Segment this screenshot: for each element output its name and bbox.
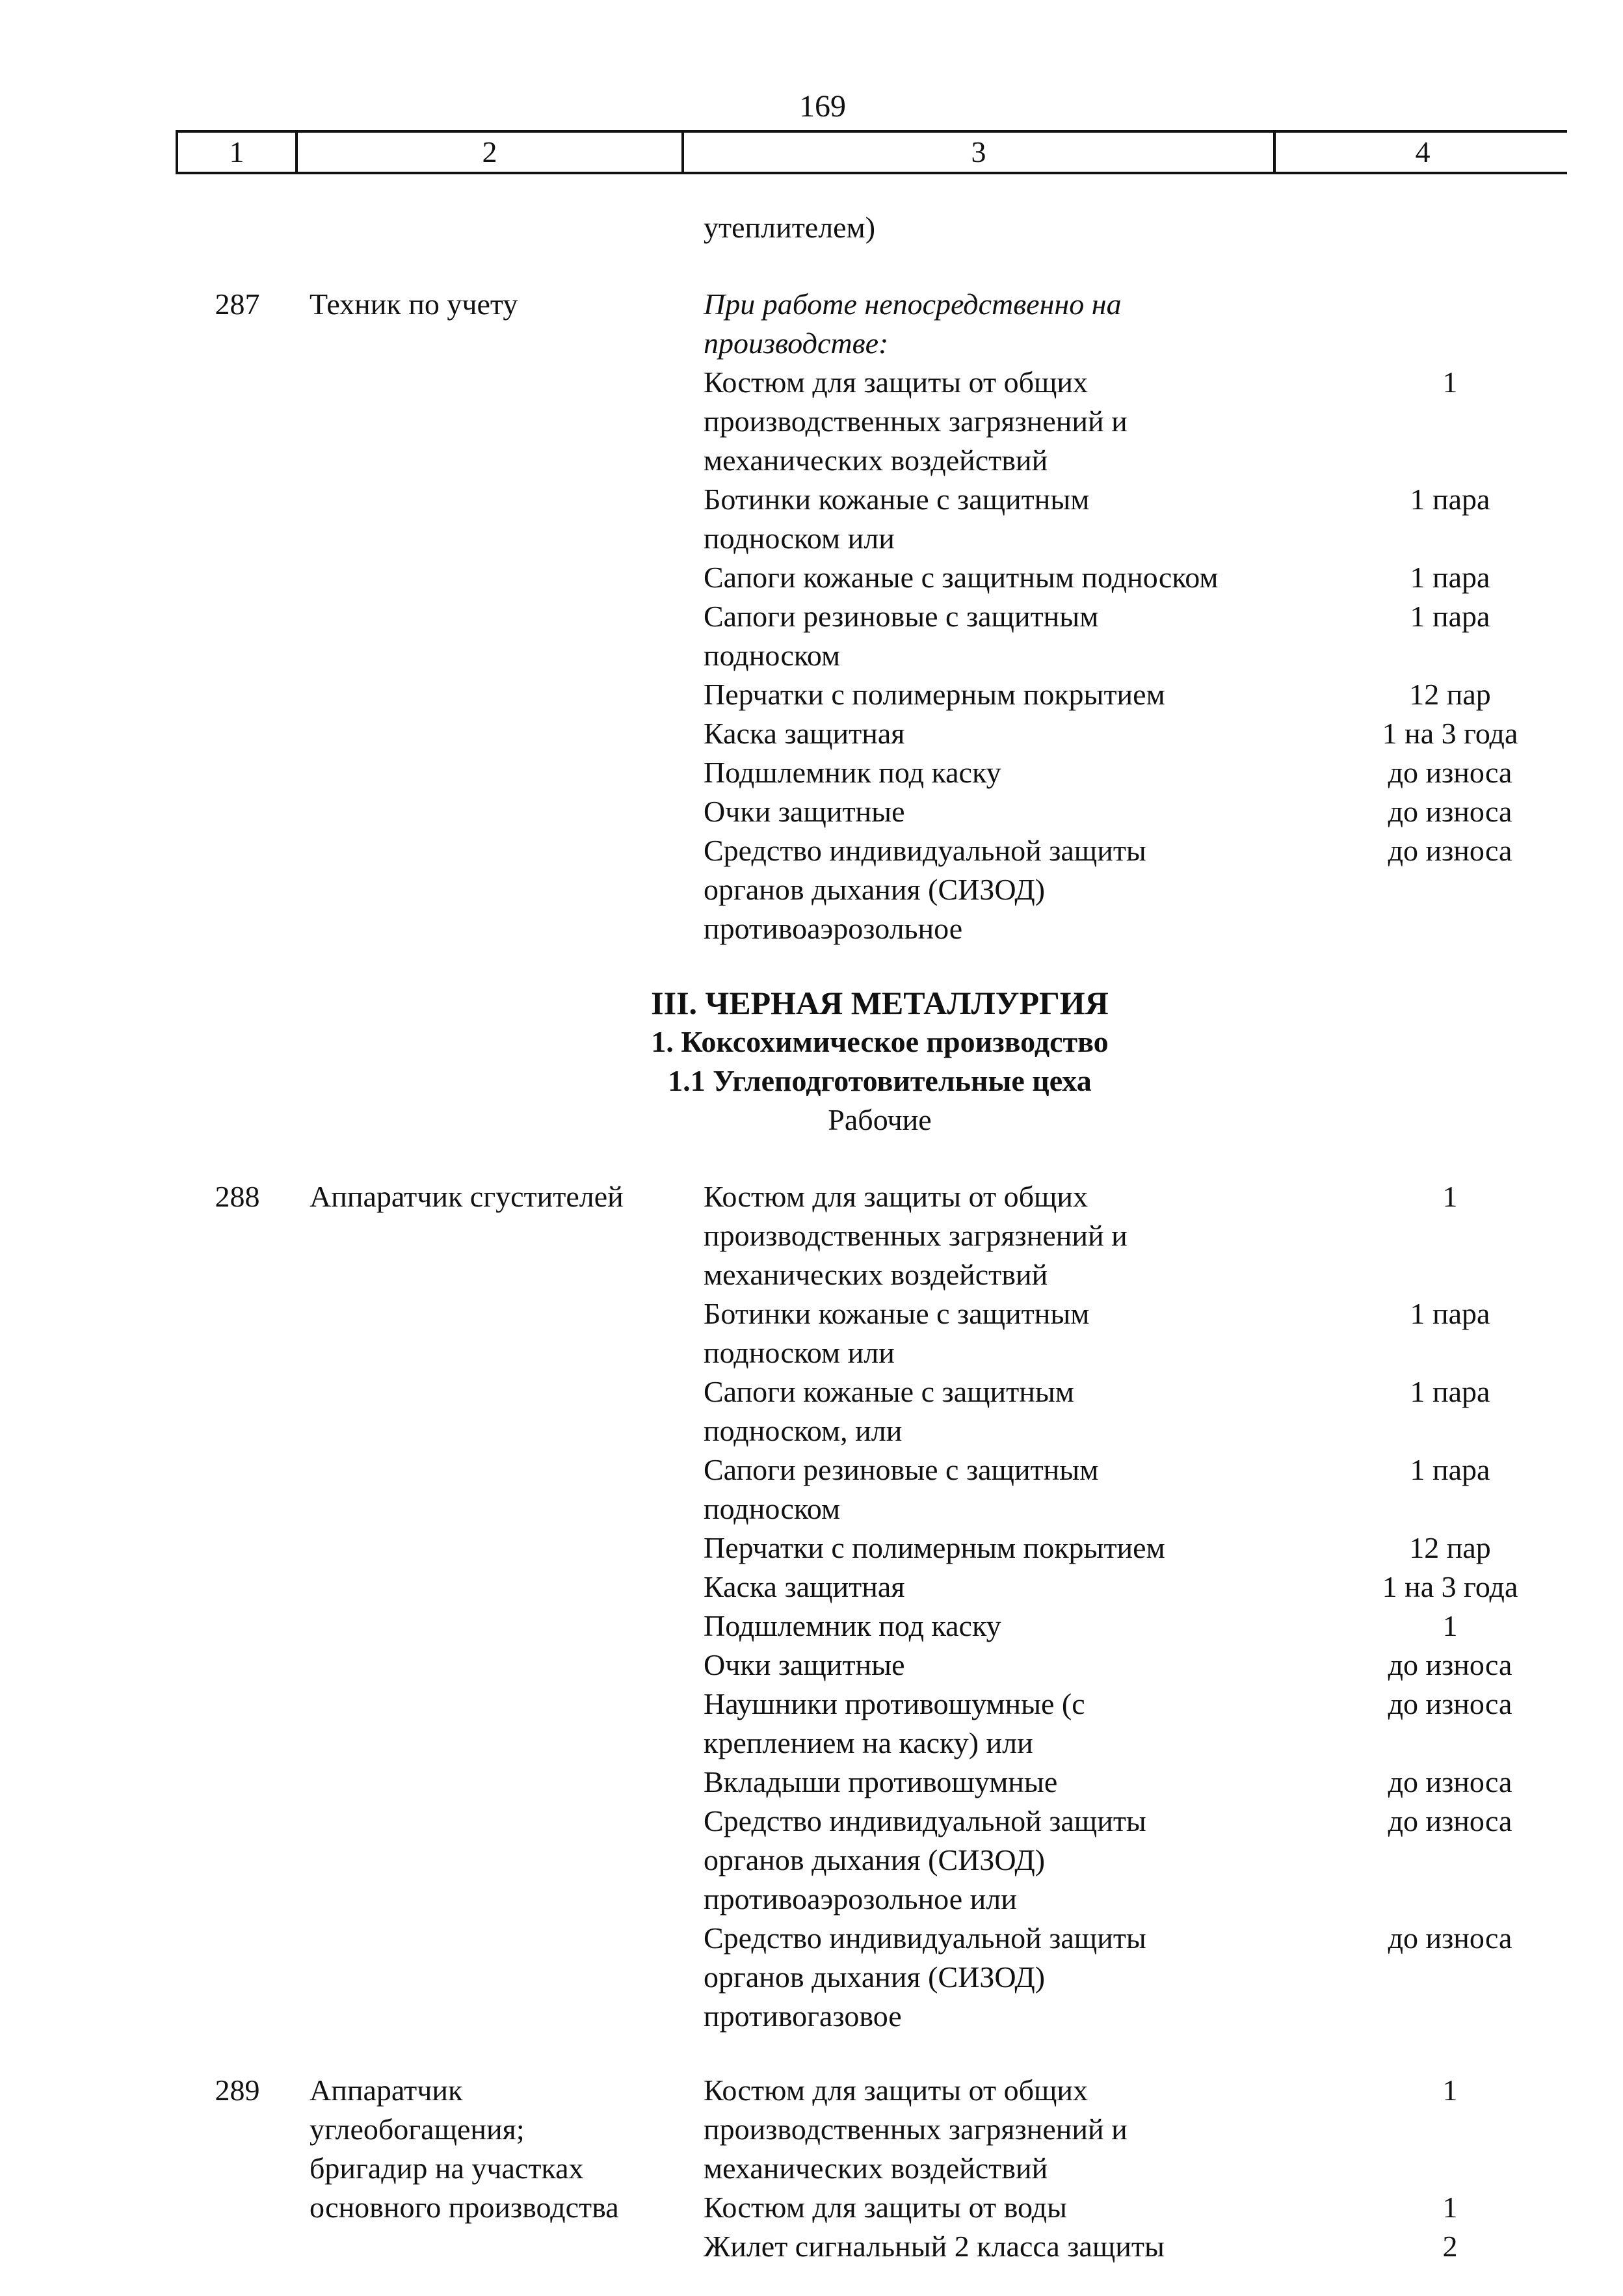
item-qty: 1 пара <box>1410 1453 1490 1486</box>
item-line: органов дыхания (СИЗОД) <box>704 1843 1046 1876</box>
item-line: Ботинки кожаные с защитным <box>704 483 1090 516</box>
entry-title: углеобогащения; <box>310 2113 525 2146</box>
item-line: Очки защитные <box>704 1648 905 1681</box>
item-line: креплением на каску) или <box>704 1726 1033 1759</box>
page-number: 169 <box>799 89 846 124</box>
section-title: III. ЧЕРНАЯ МЕТАЛЛУРГИЯ <box>651 985 1109 1021</box>
item-qty: до износа <box>1388 756 1512 789</box>
item-qty: 2 <box>1442 2230 1458 2263</box>
item-qty: до износа <box>1388 1921 1512 1955</box>
item-line: Средство индивидуальной защиты <box>704 834 1146 867</box>
item-qty: 1 на 3 года <box>1382 717 1518 750</box>
item-qty: 1 пара <box>1410 600 1490 633</box>
entry-title: основного производства <box>310 2191 619 2224</box>
item-line: При работе непосредственно на <box>704 287 1122 321</box>
item-qty: до износа <box>1388 1804 1512 1837</box>
item-line: Сапоги резиновые с защитным <box>704 1453 1099 1486</box>
item-line: производственных загрязнений и <box>704 405 1128 438</box>
item-line: Сапоги кожаные с защитным <box>704 1375 1074 1408</box>
column-header-4: 4 <box>1273 133 1570 172</box>
item-line: органов дыхания (СИЗОД) <box>704 1960 1046 1994</box>
item-qty: 1 <box>1442 1180 1458 1213</box>
item-line: подноском или <box>704 1336 895 1369</box>
entry-number: 287 <box>215 287 260 321</box>
column-header-1: 1 <box>176 133 295 172</box>
entry-title: Аппаратчик <box>310 2074 463 2107</box>
item-line: Вкладыши противошумные <box>704 1765 1058 1798</box>
item-line: подноском, или <box>704 1414 903 1447</box>
item-line: механических воздействий <box>704 444 1048 477</box>
item-line: Костюм для защиты от общих <box>704 2074 1089 2107</box>
item-line: Сапоги резиновые с защитным <box>704 600 1099 633</box>
item-line: производстве: <box>704 327 889 360</box>
entry-title: бригадир на участках <box>310 2152 584 2185</box>
item-line: противоаэрозольное или <box>704 1882 1017 1916</box>
item-qty: 1 пара <box>1410 483 1490 516</box>
column-header-3: 3 <box>681 133 1273 172</box>
section-subtitle: 1.1 Углеподготовительные цеха <box>668 1064 1092 1097</box>
item-line: Подшлемник под каску <box>704 1609 1001 1642</box>
entry-number: 289 <box>215 2074 260 2107</box>
item-line: Каска защитная <box>704 717 905 750</box>
item-line: подноском <box>704 639 841 672</box>
item-qty: 1 <box>1442 1609 1458 1642</box>
item-line: Очки защитные <box>704 795 905 828</box>
item-line: Наушники противошумные (с <box>704 1687 1085 1720</box>
item-line: производственных загрязнений и <box>704 1219 1128 1252</box>
item-line: Каска защитная <box>704 1570 905 1603</box>
column-header-2: 2 <box>295 133 681 172</box>
entry-title: Аппаратчик сгустителей <box>310 1180 624 1213</box>
item-line: Средство индивидуальной защиты <box>704 1921 1146 1955</box>
entry-title: Техник по учету <box>310 287 518 321</box>
item-qty: 1 пара <box>1410 561 1490 594</box>
item-line: противогазовое <box>704 1999 902 2033</box>
item-line: органов дыхания (СИЗОД) <box>704 873 1046 906</box>
section-subtitle: 1. Коксохимическое производство <box>651 1025 1109 1058</box>
item-line: Жилет сигнальный 2 класса защиты <box>704 2230 1165 2263</box>
item-line: Сапоги кожаные с защитным подноском <box>704 561 1219 594</box>
item-qty: 1 <box>1442 2191 1458 2224</box>
item-line: Костюм для защиты от общих <box>704 366 1089 399</box>
entry-number: 288 <box>215 1180 260 1213</box>
item-line: Костюм для защиты от воды <box>704 2191 1067 2224</box>
item-qty: 1 <box>1442 366 1458 399</box>
item-line: Перчатки с полимерным покрытием <box>704 678 1165 711</box>
item-qty: 1 пара <box>1410 1375 1490 1408</box>
item-qty: до износа <box>1388 1687 1512 1720</box>
section-label: Рабочие <box>828 1103 932 1136</box>
item-qty: до износа <box>1388 1648 1512 1681</box>
item-line: Костюм для защиты от общих <box>704 1180 1089 1213</box>
item-line: механических воздействий <box>704 2152 1048 2185</box>
item-line: противоаэрозольное <box>704 912 963 945</box>
item-line: подноском или <box>704 522 895 555</box>
item-qty: 12 пар <box>1409 678 1491 711</box>
item-line: Перчатки с полимерным покрытием <box>704 1531 1165 1564</box>
item-qty: 1 на 3 года <box>1382 1570 1518 1603</box>
item-qty: до износа <box>1388 834 1512 867</box>
item-line: производственных загрязнений и <box>704 2113 1128 2146</box>
item-line: Средство индивидуальной защиты <box>704 1804 1146 1837</box>
column-header-row <box>176 130 1567 174</box>
continuation-text: утеплителем) <box>704 211 876 244</box>
item-line: Ботинки кожаные с защитным <box>704 1297 1090 1330</box>
item-qty: до износа <box>1388 1765 1512 1798</box>
item-line: механических воздействий <box>704 1258 1048 1291</box>
item-qty: 1 <box>1442 2074 1458 2107</box>
item-qty: до износа <box>1388 795 1512 828</box>
item-qty: 12 пар <box>1409 1531 1491 1564</box>
item-line: подноском <box>704 1492 841 1525</box>
item-qty: 1 пара <box>1410 1297 1490 1330</box>
item-line: Подшлемник под каску <box>704 756 1001 789</box>
